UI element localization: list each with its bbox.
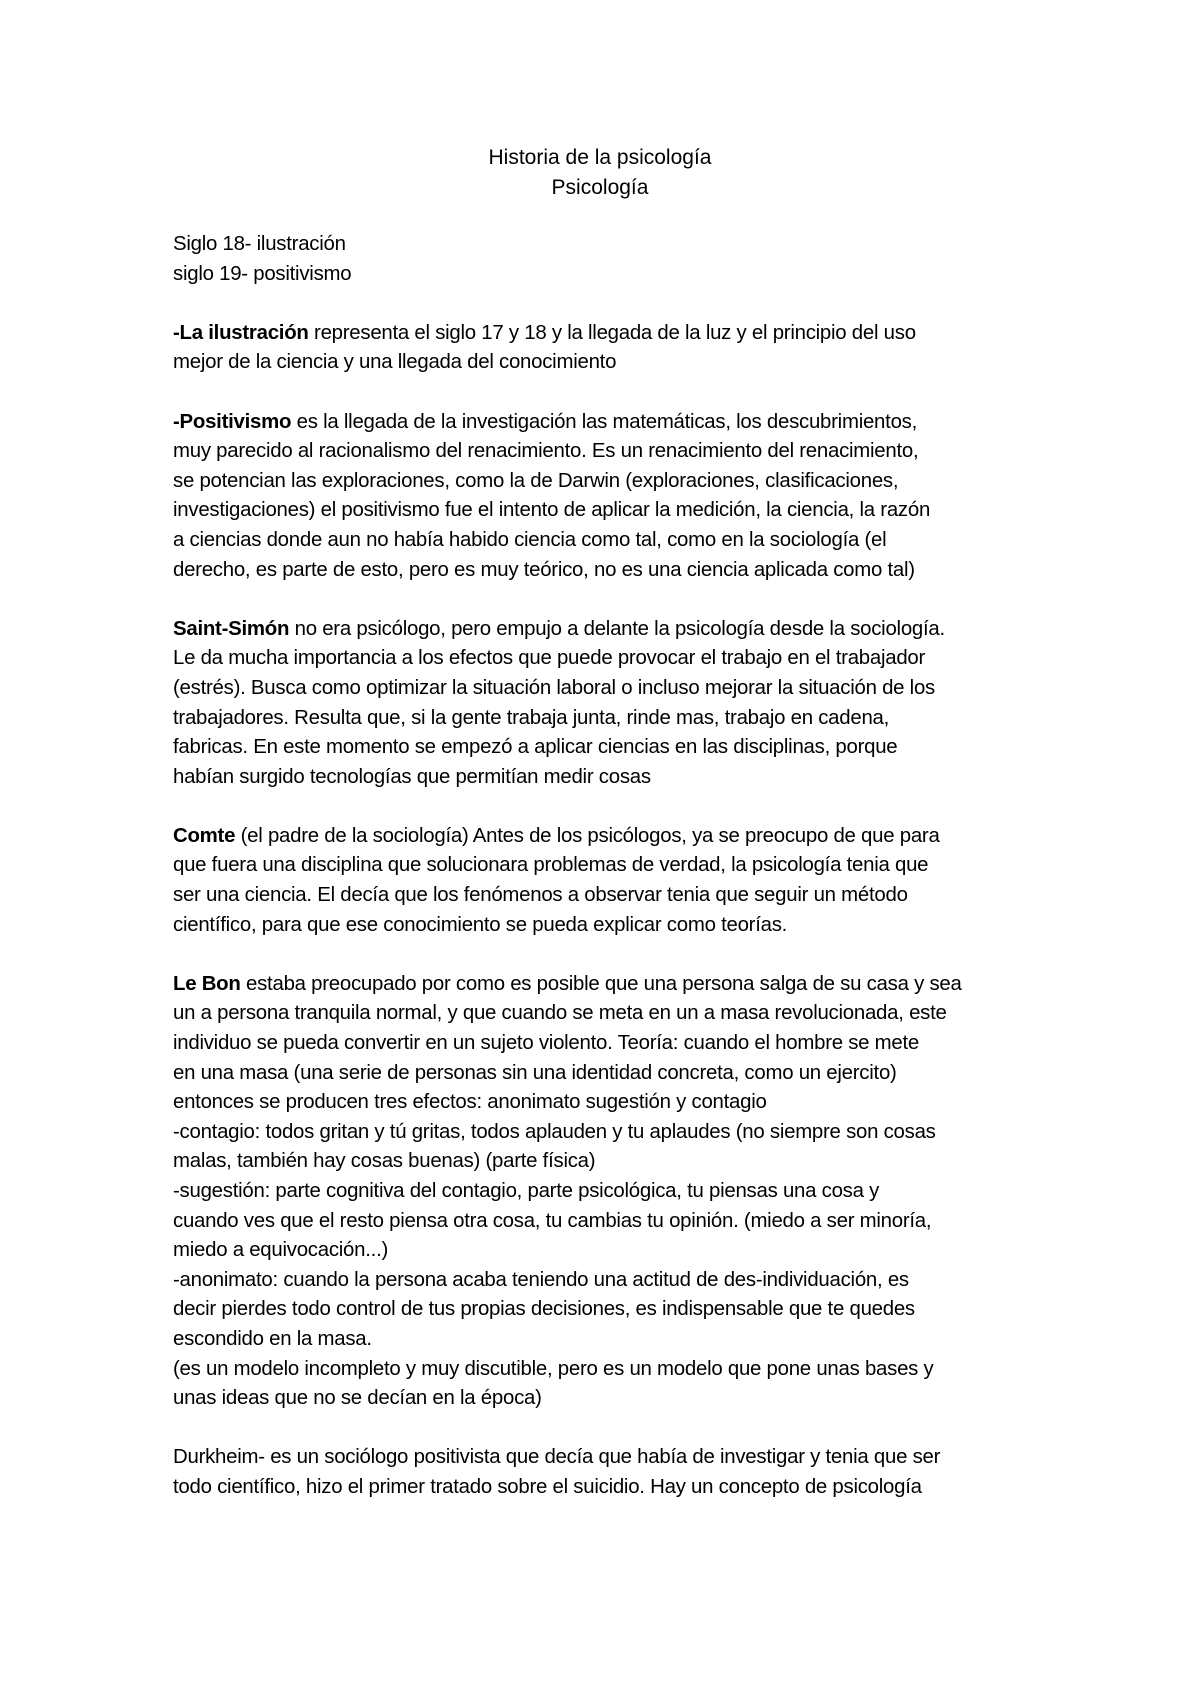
le-bon-paragraph-line: individuo se pueda convertir en un sujeto violento. Teoría: cuando el hombre se mete — [173, 1032, 920, 1055]
durkheim-paragraph-line: todo científico, hizo el primer tratado sobre el suicidio. Hay un concepto de psicología — [173, 1475, 922, 1498]
le-bon-paragraph-line: cuando ves que el resto piensa otra cosa, tu cambias tu opinión. (miedo a ser minoría, — [173, 1209, 932, 1232]
le-bon-paragraph-line: escondido en la masa. — [173, 1327, 372, 1350]
le-bon-paragraph-line: unas ideas que no se decían en la época) — [173, 1387, 542, 1410]
document-body — [173, 230, 1043, 1503]
le-bon-paragraph-line: (es un modelo incompleto y muy discutible, pero es un modelo que pone unas bases y — [173, 1357, 934, 1380]
intro-line: Siglo 18- ilustración — [173, 233, 346, 255]
saint-simon-paragraph-line: fabricas. En este momento se empezó a aplicar ciencias en las disciplinas, porque — [173, 736, 898, 759]
le-bon-paragraph-line: miedo a equivocación...) — [173, 1239, 389, 1262]
text-span: (el padre de la sociología) Antes de los psicólogos, ya se preocupo de que para — [235, 824, 940, 847]
saint-simon-paragraph-line — [173, 615, 1043, 645]
saint-simon-paragraph-line: trabajadores. Resulta que, si la gente trabaja junta, rinde mas, trabajo en cadena, — [173, 706, 890, 729]
text-span: es la llegada de la investigación las matemáticas, los descubrimientos, — [291, 410, 918, 433]
comte-paragraph-line: científico, para que ese conocimiento se pueda explicar como teorías. — [173, 913, 788, 936]
text-span: no era psicólogo, pero empujo a delante la psicología desde la sociología. — [289, 617, 945, 640]
comte-paragraph-line — [173, 822, 1043, 852]
comte-term: Comte — [173, 824, 236, 847]
le-bon-term: Le Bon — [173, 972, 241, 995]
positivismo-paragraph-line: muy parecido al racionalismo del renacimiento. Es un renacimiento del renacimiento, — [173, 440, 919, 463]
positivismo-paragraph-line: investigaciones) el positivismo fue el intento de aplicar la medición, la ciencia, la razón — [173, 499, 931, 522]
le-bon-paragraph-line — [173, 970, 1043, 1000]
paragraph-gap — [173, 1414, 1043, 1444]
le-bon-paragraph-line: un a persona tranquila normal, y que cuando se meta en un a masa revolucionada, este — [173, 1002, 947, 1025]
positivismo-paragraph-line: se potencian las exploraciones, como la de Darwin (exploraciones, clasificaciones, — [173, 469, 899, 492]
positivismo-term: -Positivismo — [173, 410, 292, 433]
saint-simon-paragraph-line: Le da mucha importancia a los efectos que puede provocar el trabajo en el trabajador — [173, 647, 926, 670]
ilustracion-paragraph-line: mejor de la ciencia y una llegada del conocimiento — [173, 351, 617, 374]
le-bon-paragraph-line: -sugestión: parte cognitiva del contagio, parte psicológica, tu piensas una cosa y — [173, 1180, 880, 1202]
positivismo-paragraph-line: a ciencias donde aun no había habido ciencia como tal, como en la sociología (el — [173, 528, 887, 551]
le-bon-paragraph-line: entonces se producen tres efectos: anonimato sugestión y contagio — [173, 1091, 767, 1114]
le-bon-paragraph-line: -anonimato: cuando la persona acaba teniendo una actitud de des-individuación, es — [173, 1268, 909, 1291]
saint-simon-paragraph-line: habían surgido tecnologías que permitían medir cosas — [173, 765, 651, 788]
saint-simon-paragraph-line: (estrés). Busca como optimizar la situación laboral o incluso mejorar la situación de los — [173, 676, 936, 699]
paragraph-gap — [173, 940, 1043, 970]
document-header — [0, 143, 1200, 203]
positivismo-paragraph-line — [173, 408, 1043, 438]
text-span: estaba preocupado por como es posible que una persona salga de su casa y sea — [240, 972, 962, 995]
le-bon-paragraph-line: -contagio: todos gritan y tú gritas, todos aplauden y tu aplaudes (no siempre son cosas — [173, 1120, 936, 1143]
text-span: representa el siglo 17 y 18 y la llegada de la luz y el principio del uso — [308, 321, 916, 344]
saint-simon-term: Saint-Simón — [173, 617, 290, 640]
ilustracion-paragraph-line — [173, 319, 1043, 349]
paragraph-gap — [173, 289, 1043, 319]
comte-paragraph-line: que fuera una disciplina que solucionara problemas de verdad, la psicología tenia que — [173, 854, 929, 877]
paragraph-gap — [173, 585, 1043, 615]
paragraph-gap — [173, 378, 1043, 408]
le-bon-paragraph-line: malas, también hay cosas buenas) (parte física) — [173, 1150, 596, 1173]
comte-paragraph-line: ser una ciencia. El decía que los fenómenos a observar tenia que seguir un método — [173, 884, 908, 907]
durkheim-paragraph-line: Durkheim- es un sociólogo positivista que decía que había de investigar y tenia que ser — [173, 1446, 941, 1469]
document-subtitle: Psicología — [551, 176, 649, 199]
document-title: Historia de la psicología — [488, 146, 712, 169]
intro-line: siglo 19- positivismo — [173, 262, 352, 285]
le-bon-paragraph-line: en una masa (una serie de personas sin una identidad concreta, como un ejercito) — [173, 1061, 897, 1084]
le-bon-paragraph-line: decir pierdes todo control de tus propias decisiones, es indispensable que te quedes — [173, 1298, 915, 1321]
positivismo-paragraph-line: derecho, es parte de esto, pero es muy teórico, no es una ciencia aplicada como tal) — [173, 558, 915, 581]
paragraph-gap — [173, 792, 1043, 822]
ilustracion-term: -La ilustración — [173, 321, 309, 344]
